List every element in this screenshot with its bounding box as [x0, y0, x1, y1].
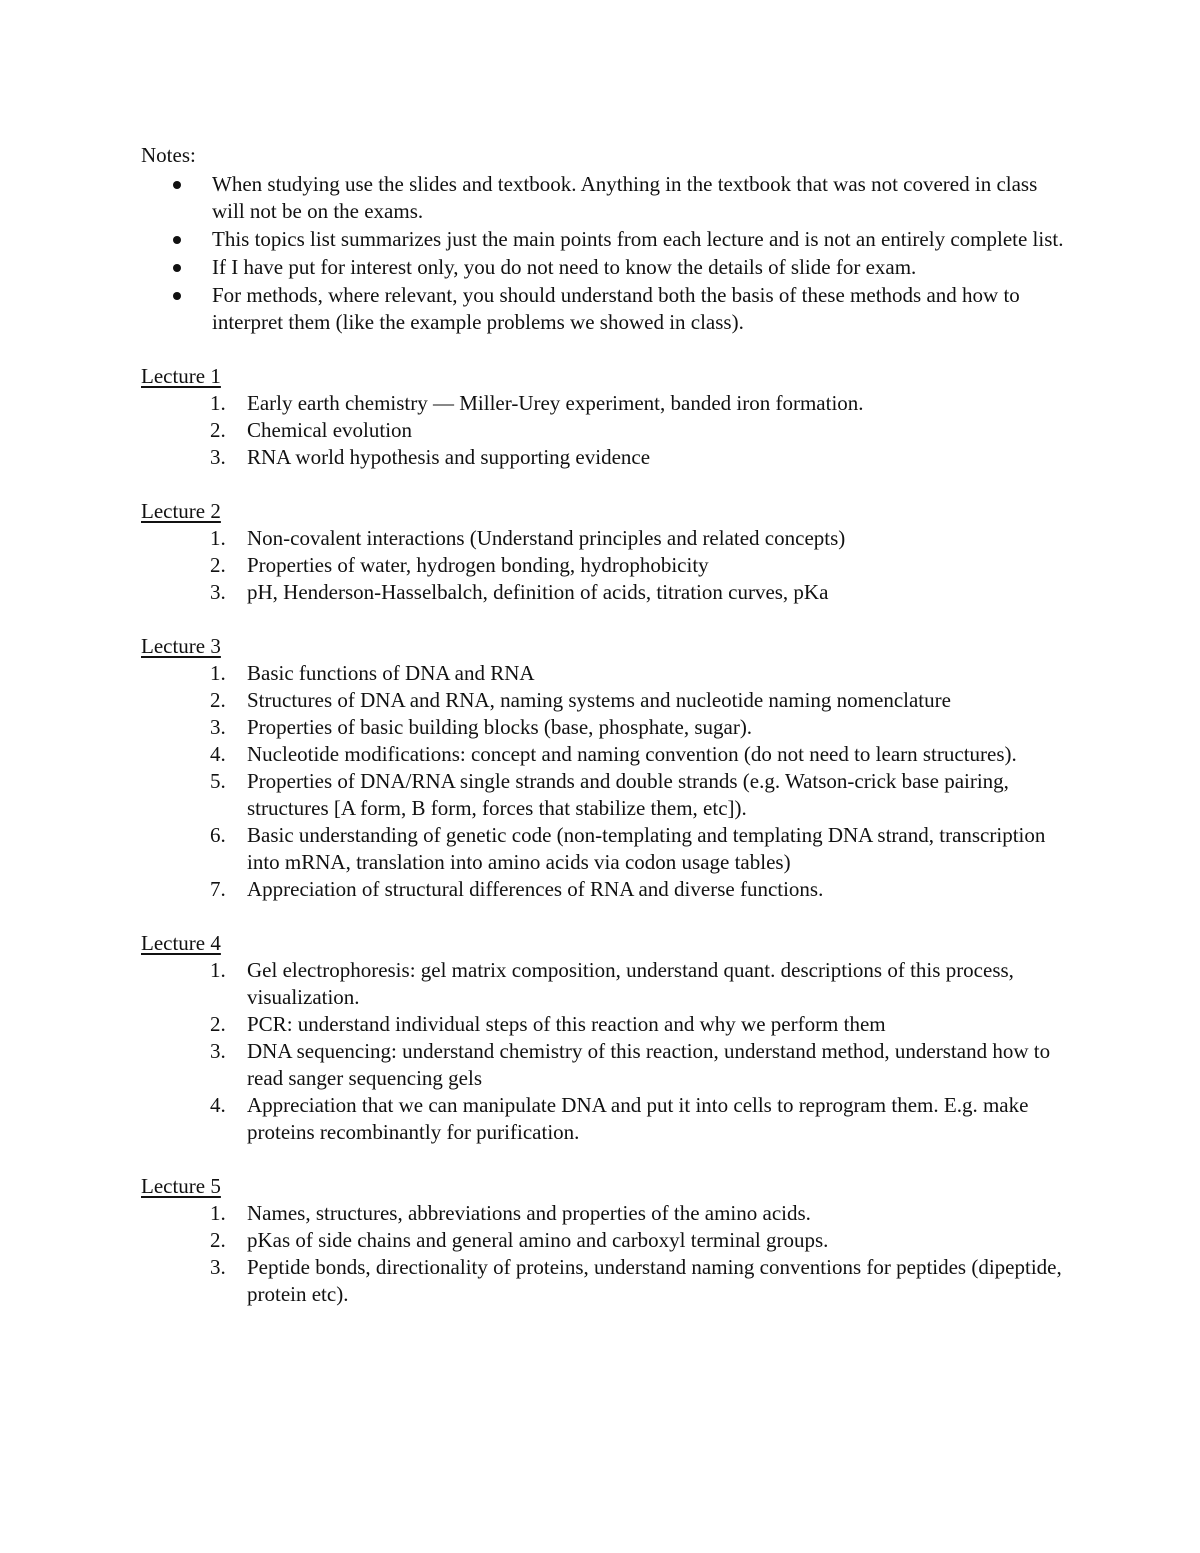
item-number: 4. [210, 1093, 226, 1117]
lecture-5-list [141, 1200, 1071, 1308]
item-text: Structures of DNA and RNA, naming systems and nucleotide naming nomenclature [247, 688, 951, 712]
bullet-dot-icon [173, 264, 181, 272]
bullet-text: This topics list summarizes just the main points from each lecture and is not an entirely complete list. [212, 227, 1064, 251]
notes-section [141, 142, 1071, 336]
item-number: 3. [210, 580, 226, 604]
lecture-4-title: Lecture 4 [141, 931, 221, 955]
bullet-dot-icon [173, 181, 181, 189]
item-text: Names, structures, abbreviations and properties of the amino acids. [247, 1201, 811, 1225]
lecture-4-list [141, 957, 1071, 1146]
list-item [141, 714, 1071, 741]
lecture-3-title: Lecture 3 [141, 634, 221, 658]
item-text: Appreciation of structural differences of RNA and diverse functions. [247, 877, 824, 901]
lecture-1-title: Lecture 1 [141, 364, 221, 388]
list-item [141, 525, 1071, 552]
list-item [141, 1227, 1071, 1254]
item-text: Nucleotide modifications: concept and naming convention (do not need to learn structures). [247, 742, 1017, 766]
item-number: 1. [210, 661, 226, 685]
list-item [141, 687, 1071, 714]
item-text: pKas of side chains and general amino and carboxyl terminal groups. [247, 1228, 829, 1252]
lecture-3-list [141, 660, 1071, 903]
item-text: Chemical evolution [247, 418, 413, 442]
item-text: Non-covalent interactions (Understand principles and related concepts) [247, 526, 846, 550]
lecture-4-section [141, 930, 1071, 1146]
lecture-1-list [141, 390, 1071, 471]
list-item [141, 1092, 1071, 1146]
item-number: 4. [210, 742, 226, 766]
item-text: Early earth chemistry — Miller-Urey experiment, banded iron formation. [247, 391, 864, 415]
item-number: 3. [210, 715, 226, 739]
list-item [141, 1011, 1071, 1038]
list-item [141, 444, 1071, 471]
item-number: 1. [210, 526, 226, 550]
lecture-2-title: Lecture 2 [141, 499, 221, 523]
item-number: 3. [210, 445, 226, 469]
item-number: 2. [210, 553, 226, 577]
bullet-text: When studying use the slides and textbook. Anything in the textbook that was not covered in class will not be on the exams. [212, 172, 1038, 223]
list-item [141, 822, 1071, 876]
item-number: 3. [210, 1039, 226, 1063]
item-number: 2. [210, 1012, 226, 1036]
bullet-dot-icon [173, 236, 181, 244]
item-number: 2. [210, 418, 226, 442]
item-text: DNA sequencing: understand chemistry of this reaction, understand method, understand how to read sanger sequencing gels [247, 1039, 1051, 1090]
lecture-2-section [141, 498, 1071, 606]
lecture-5-section [141, 1173, 1071, 1308]
item-text: Properties of DNA/RNA single strands and double strands (e.g. Watson-crick base pairing, structures [A form, B form, forces that stabilize them, etc]). [247, 769, 1009, 820]
item-text: Properties of basic building blocks (base, phosphate, sugar). [247, 715, 753, 739]
bullet-text: For methods, where relevant, you should understand both the basis of these methods and how to interpret them (like the example problems we showed in class). [212, 283, 1020, 334]
list-item [141, 957, 1071, 1011]
list-item [141, 660, 1071, 687]
item-number: 1. [210, 958, 226, 982]
list-item [141, 171, 1071, 225]
item-text: pH, Henderson-Hasselbalch, definition of acids, titration curves, pKa [247, 580, 829, 604]
item-number: 6. [210, 823, 226, 847]
item-text: Properties of water, hydrogen bonding, hydrophobicity [247, 553, 709, 577]
lecture-2-list [141, 525, 1071, 606]
list-item [141, 390, 1071, 417]
item-text: Appreciation that we can manipulate DNA and put it into cells to reprogram them. E.g. make proteins recombinantly for purification. [247, 1093, 1029, 1144]
item-number: 2. [210, 1228, 226, 1252]
item-number: 2. [210, 688, 226, 712]
item-text: Basic functions of DNA and RNA [247, 661, 535, 685]
list-item [141, 1200, 1071, 1227]
item-text: Peptide bonds, directionality of proteins, understand naming conventions for peptides (dipeptide, protein etc). [247, 1255, 1062, 1306]
lecture-1-section [141, 363, 1071, 471]
list-item [141, 552, 1071, 579]
item-text: Basic understanding of genetic code (non-templating and templating DNA strand, transcription into mRNA, translation into amino acids via codon usage tables) [247, 823, 1046, 874]
notes-heading: Notes: [141, 143, 196, 167]
notes-bullet-list [141, 171, 1071, 336]
list-item [141, 254, 1071, 281]
item-number: 1. [210, 1201, 226, 1225]
bullet-dot-icon [173, 292, 181, 300]
list-item [141, 282, 1071, 336]
item-text: RNA world hypothesis and supporting evidence [247, 445, 651, 469]
lecture-3-section [141, 633, 1071, 903]
list-item [141, 579, 1071, 606]
list-item [141, 876, 1071, 903]
item-text: Gel electrophoresis: gel matrix composition, understand quant. descriptions of this process, visualization. [247, 958, 1014, 1009]
item-number: 1. [210, 391, 226, 415]
document-page [141, 142, 1071, 1308]
list-item [141, 1254, 1071, 1308]
lecture-5-title: Lecture 5 [141, 1174, 221, 1198]
list-item [141, 226, 1071, 253]
bullet-text: If I have put for interest only, you do not need to know the details of slide for exam. [212, 255, 917, 279]
item-text: PCR: understand individual steps of this reaction and why we perform them [247, 1012, 886, 1036]
list-item [141, 741, 1071, 768]
item-number: 3. [210, 1255, 226, 1279]
item-number: 5. [210, 769, 226, 793]
item-number: 7. [210, 877, 226, 901]
list-item [141, 768, 1071, 822]
list-item [141, 1038, 1071, 1092]
list-item [141, 417, 1071, 444]
